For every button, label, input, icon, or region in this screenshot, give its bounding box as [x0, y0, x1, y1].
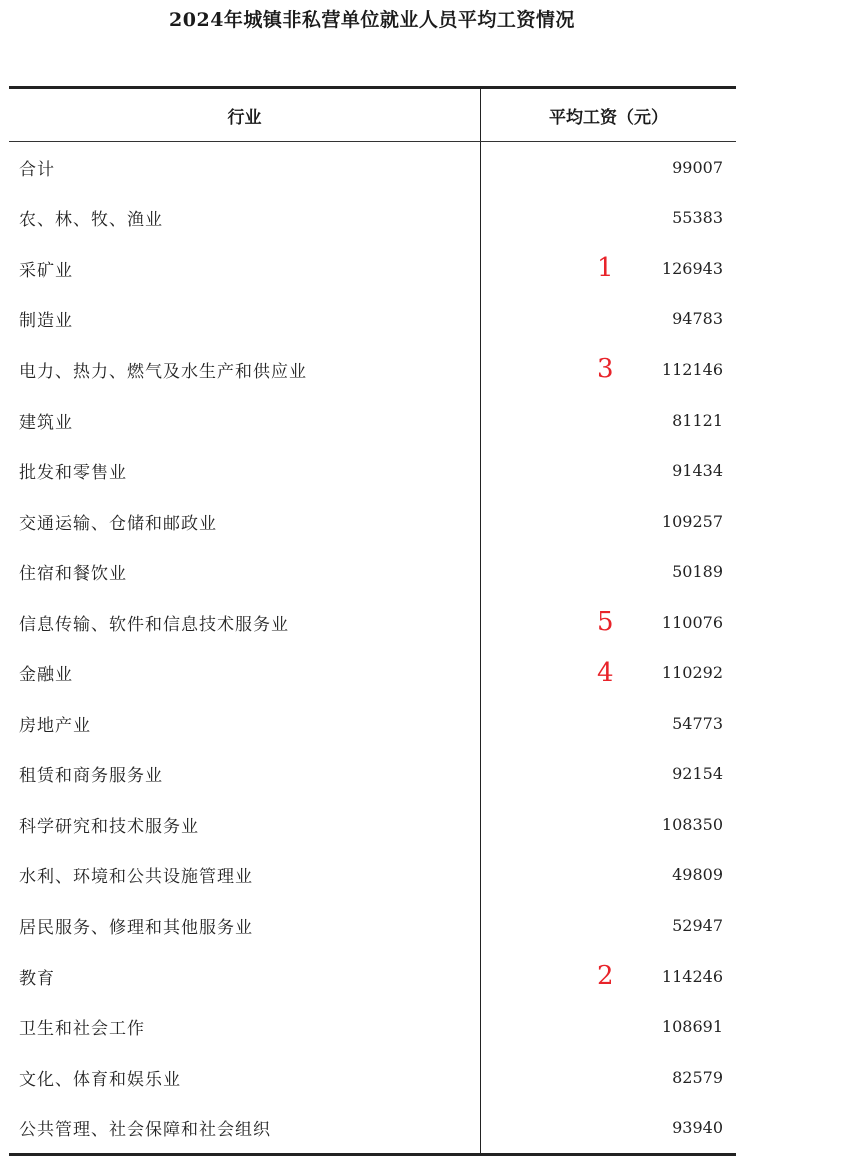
- table-row: [9, 1102, 736, 1153]
- wage-cell: [481, 546, 736, 597]
- table-row: [9, 850, 736, 901]
- industry-cell: 信息传输、软件和信息技术服务业: [9, 597, 481, 648]
- table-row: [9, 445, 736, 496]
- wage-cell: [481, 749, 736, 800]
- industry-cell: 水利、环境和公共设施管理业: [9, 850, 481, 901]
- table-row: [9, 142, 736, 193]
- industry-cell: 交通运输、仓储和邮政业: [9, 496, 481, 547]
- wage-cell: [481, 1102, 736, 1153]
- wage-value: 52947: [672, 915, 723, 935]
- wage-value: 49809: [672, 865, 723, 885]
- wage-value: 91434: [672, 461, 723, 481]
- rank-annotation: 2: [597, 961, 614, 992]
- wage-cell: [481, 395, 736, 446]
- rank-annotation: 5: [597, 607, 614, 638]
- wage-value: 110076: [661, 612, 723, 632]
- wage-value: 81121: [672, 410, 723, 430]
- wage-cell: [481, 647, 736, 698]
- table-row: [9, 1052, 736, 1103]
- wage-value: 108691: [661, 1017, 723, 1037]
- table-row: [9, 294, 736, 345]
- wage-value: 94783: [672, 309, 723, 329]
- table-header: [9, 89, 736, 142]
- table-row: [9, 193, 736, 244]
- table-row: [9, 900, 736, 951]
- wage-cell: [481, 243, 736, 294]
- wage-value: 114246: [661, 966, 723, 986]
- wage-cell: [481, 496, 736, 547]
- document-title: 2024年城镇非私营单位就业人员平均工资情况: [169, 9, 575, 31]
- table-row: [9, 799, 736, 850]
- wage-cell: [481, 850, 736, 901]
- table-row: [9, 597, 736, 648]
- wage-value: 93940: [672, 1118, 723, 1138]
- rank-annotation: 4: [597, 657, 614, 688]
- table-row: [9, 243, 736, 294]
- wage-value: 109257: [661, 511, 723, 531]
- wage-cell: [481, 799, 736, 850]
- industry-cell: 租赁和商务服务业: [9, 749, 481, 800]
- wage-cell: [481, 294, 736, 345]
- wage-value: 50189: [672, 562, 723, 582]
- table-row: [9, 698, 736, 749]
- industry-cell: 电力、热力、燃气及水生产和供应业: [9, 344, 481, 395]
- wage-cell: [481, 1001, 736, 1052]
- industry-cell: 农、林、牧、渔业: [9, 193, 481, 244]
- wage-cell: [481, 698, 736, 749]
- industry-cell: 居民服务、修理和其他服务业: [9, 900, 481, 951]
- table-row: [9, 951, 736, 1002]
- industry-cell: 制造业: [9, 294, 481, 345]
- table-row: [9, 395, 736, 446]
- wage-value: 108350: [661, 814, 723, 834]
- wage-cell: [481, 1052, 736, 1103]
- industry-cell: 合计: [9, 142, 481, 193]
- industry-cell: 文化、体育和娱乐业: [9, 1052, 481, 1103]
- industry-cell: 金融业: [9, 647, 481, 698]
- industry-cell: 卫生和社会工作: [9, 1001, 481, 1052]
- table-row: [9, 344, 736, 395]
- wage-value: 112146: [661, 359, 723, 379]
- wage-table: [9, 86, 736, 1156]
- rank-annotation: 3: [597, 354, 614, 385]
- header-industry: 行业: [9, 89, 481, 141]
- wage-value: 54773: [672, 713, 723, 733]
- industry-cell: 房地产业: [9, 698, 481, 749]
- table-row: [9, 647, 736, 698]
- industry-cell: 住宿和餐饮业: [9, 546, 481, 597]
- table-body: [9, 142, 736, 1153]
- wage-cell: [481, 597, 736, 648]
- wage-cell: [481, 193, 736, 244]
- wage-cell: [481, 900, 736, 951]
- table-row: [9, 496, 736, 547]
- table-row: [9, 749, 736, 800]
- wage-cell: [481, 445, 736, 496]
- wage-value: 92154: [672, 764, 723, 784]
- header-average-wage: 平均工资（元）: [549, 107, 668, 128]
- wage-cell: [481, 344, 736, 395]
- wage-value: 110292: [661, 663, 723, 683]
- industry-cell: 公共管理、社会保障和社会组织: [9, 1102, 481, 1153]
- industry-cell: 建筑业: [9, 395, 481, 446]
- wage-value: 55383: [672, 208, 723, 228]
- wage-value: 126943: [661, 258, 723, 278]
- wage-cell: [481, 951, 736, 1002]
- wage-value: 99007: [672, 157, 723, 177]
- wage-cell: [481, 142, 736, 193]
- industry-cell: 采矿业: [9, 243, 481, 294]
- industry-cell: 科学研究和技术服务业: [9, 799, 481, 850]
- industry-cell: 批发和零售业: [9, 445, 481, 496]
- industry-cell: 教育: [9, 951, 481, 1002]
- table-row: [9, 1001, 736, 1052]
- table-row: [9, 546, 736, 597]
- wage-value: 82579: [672, 1067, 723, 1087]
- rank-annotation: 1: [597, 253, 614, 284]
